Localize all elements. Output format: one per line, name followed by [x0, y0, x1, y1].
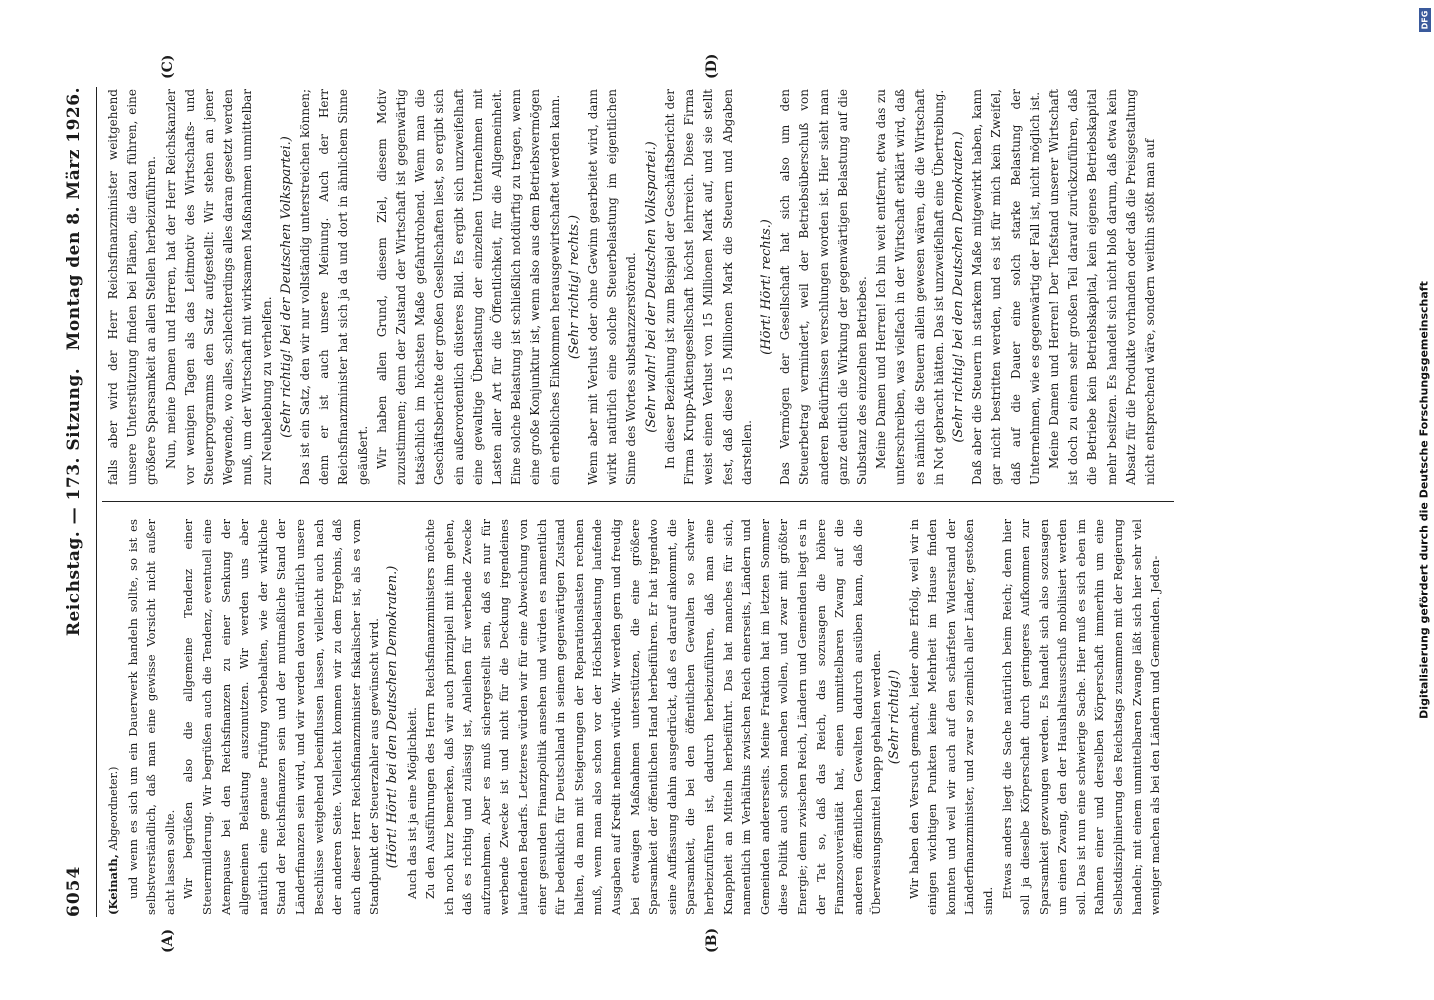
- session-title: Reichstag. — 173. Sitzung.: [64, 367, 84, 637]
- paragraph: Auch das ist ja eine Möglichkeit.: [404, 707, 419, 899]
- paragraph: Wenn aber mit Verlust oder ohne Gewinn gearbeitet wird, dann wirkt natürlich eine solche Steuerbelastung im eigentlichen Sinne des Wortes substanzzerstörend.: [586, 89, 639, 485]
- paragraph: falls aber wird der Herr Reichsfinanzminister weitgehend unsere Unterstützung finden bei Plänen, die dazu führen, eine größere Sparsamkeit an allen Stellen herbeizuführen.: [106, 89, 159, 485]
- paragraph: Etwas anders liegt die Sache natürlich beim Reich; denn hier soll ja dieselbe Körperschaft durch geringeres Aufkommen zur Sparsamkeit gezwungen werden. Es handelt sich also sozusagen um einen Zwang, den der Haushaltsausschuß mobilisiert werden soll. Das ist nun eine schwierige Sache. Hier muß es sich eben im Rahmen einer und derselben Körperschaft immerhin um eine Selbstdisziplinierung des Reichstags zusammen mit der Regierung handeln; mit einem unmittelbaren Zwange läßt sich hier sehr viel weniger machen als bei den Ländern und Gemeinden. Jeden-: [999, 519, 1163, 915]
- page-number: 6054: [64, 865, 84, 917]
- paragraph: Meine Damen und Herren! Ich bin weit entfernt, etwa das zu unterschreiben, was vielfach in der Wirtschaft erklärt wird, daß es nämlich die Steuern allein gewesen wären, die die Wirtschaft in Not gebracht hätten. Das ist unzweifelhaft eine Übertreibung.: [874, 89, 946, 485]
- speaker-role: Abgeordneter.): [107, 766, 120, 851]
- header-rule: [96, 87, 97, 917]
- paragraph: Daß aber die Steuern in starkem Maße mitgewirkt haben, kann gar nicht bestritten werden, und es ist für mich kein Zweifel, daß auf die Dauer eine solch starke Belastung der Unternehmen, wie es gegenwärtig der Fall ist, nicht möglich ist.: [970, 89, 1042, 485]
- paragraph: und wenn es sich um ein Dauerwerk handeln sollte, so ist es selbstverständlich, daß man eine gewisse Vorsicht nicht außer acht lassen sollte.: [125, 519, 177, 915]
- left-column: [104, 519, 1165, 915]
- paragraph: Wir haben den Versuch gemacht, leider ohne Erfolg, weil wir in einigen wichtigen Punkten keine Mehrheit im Hause finden konnten und weil wir auch auf den schärfsten Widerstand der Länderfinanzminister, und zwar so ziemlich aller Länder, gestoßen sind.: [906, 519, 995, 915]
- interjection: (Hört! Hört! bei den Deutschen Demokraten.): [384, 565, 400, 869]
- margin-marker-b: (B): [704, 927, 720, 953]
- interjection: (Sehr richtig! bei den Deutschen Demokraten.): [950, 131, 966, 443]
- interjection: (Sehr richtig! rechts.): [566, 214, 582, 360]
- paragraph: Meine Damen und Herren! Der Tiefstand unserer Wirtschaft ist doch zu einem sehr großen Teil darauf zurückzuführen, daß die Betriebe kein Betriebskapital, kein eigenes Betriebskapital mehr besitzen. Es handelt sich nicht bloß darum, daß etwa kein Absatz für die Produkte vorhanden oder daß die Preisgestaltung nicht entsprechend wäre, sondern weithin stößt man auf: [1046, 89, 1157, 485]
- interjection: (Sehr richtig!): [886, 669, 902, 765]
- margin-marker-a: (A): [160, 928, 176, 953]
- credit-text: Digitalisierung gefördert durch die Deutsche Forschungsgemeinschaft: [1417, 281, 1431, 719]
- paragraph: In dieser Beziehung ist zum Beispiel der Geschäftsbericht der Firma Krupp-Aktiengesellschaft höchst lehrreich. Diese Firma weist einen Verlust von 15 Millionen Mark auf, und sie stellt fest, daß diese 15 Millionen Mark die Steuern und Abgaben darstellen.: [662, 89, 754, 485]
- paragraph: Wir haben allen Grund, diesem Ziel, diesem Motiv zuzustimmen; denn der Zustand der Wirtschaft ist gegenwärtig tatsächlich im höchsten Maße gefahrdrohend. Wenn man die Geschäftsberichte der großen Gesellschaften liest, so ergibt sich ein außerordentlich düsteres Bild. Es ergibt sich unzweifelhaft eine gewaltige Überlastung der einzelnen Unternehmen mit Lasten aller Art für die Öffentlichkeit, für die Allgemeinheit. Eine solche Belastung ist schließlich notdürftig zu tragen, wenn eine große Konjunktur ist, wenn also aus dem Betriebsvermögen ein erhebliches Einkommen herausgewirtschaftet werden kann.: [374, 89, 562, 485]
- paragraph: Das ist ein Satz, den wir nur vollständig unterstreichen können; denn er ist auch unsere Meinung. Auch der Herr Reichsfinanzminister hat sich ja da und dort in ähnlichem Sinne geäußert.: [298, 89, 370, 485]
- paragraph: Nun, meine Damen und Herren, hat der Herr Reichskanzler vor wenigen Tagen als das Leitmotiv des Wirtschafts- und Steuerprogramms den Satz aufgestellt: Wir stehen an jener Wegwende, wo alles, schlechterdings alles daran gesetzt werden muß, um der Wirtschaft mit wirksamen Maßnahmen unmittelbar zur Neubelebung zu verhelfen.: [163, 89, 274, 485]
- speaker-label: [104, 519, 124, 915]
- paragraph: Zu den Ausführungen des Herrn Reichsfinanzministers möchte ich noch kurz bemerken, daß wir auch prinzipiell mit ihm gehen, daß es richtig und zulässig ist, Anleihen für werbende Zwecke aufzunehmen. Aber es muß sichergestellt sein, daß es nur für werbende Zwecke ist und nicht für die Deckung irgendeines laufenden Bedarfs. Letzteres würden wir für eine Abweichung von einer gesunden Finanzpolitik ansehen und würden es namentlich für bedenklich für Deutschland in seinem gegenwärtigen Zustand halten, da man mit Steigerungen der Reparationslasten rechnen muß, wenn man also schon vor der Höchstbelastung laufende Ausgaben auf Kredit nehmen würde. Wir werden gern und freudig bei etwaigen Maßnahmen unterstützen, die eine größere Sparsamkeit der öffentlichen Hand herbeiführen. Er hat irgendwo seine Auffassung dahin ausgedrückt, daß es darauf ankommt, die Sparsamkeit, die bei den öffentlichen Gewalten so schwer herbeizuführen ist, dadurch herbeizuführen, daß man eine Knappheit an Mitteln herbeiführt. Das hat manches für sich, namentlich im Verhältnis zwischen Reich einerseits, Ländern und Gemeinden andererseits. Meine Fraktion hat im letzten Sommer diese Politik auch schon machen wollen, und zwar mit größter Energie; denn zwischen Reich, Ländern und Gemeinden liegt es in der Tat so, daß das Reich, das sozusagen die höhere Finanzsouveränität hat, einen unmittelbaren Zwang auf die anderen öffentlichen Gewalten dadurch ausüben kann, daß die Überweisungsmittel knapp gehalten werden.: [423, 519, 884, 915]
- margin-marker-c: (C): [160, 54, 176, 79]
- digitization-credit: [1416, 0, 1432, 1000]
- document-page: [64, 53, 1180, 953]
- column-divider: [102, 501, 1174, 502]
- session-date: Montag den 8. März 1926.: [64, 87, 84, 351]
- right-column: [104, 89, 1160, 485]
- interjection: (Hört! Hört! rechts.): [758, 219, 774, 355]
- dfg-logo: DFG: [1419, 8, 1431, 32]
- paragraph: Wir begrüßen also die allgemeine Tendenz einer Steuermilderung. Wir begrüßen auch die Tendenz, eventuell eine Atempause bei den Reichsfinanzen zu einer Senkung der allgemeinen Belastung auszunutzen. Wir werden uns aber natürlich eine genaue Prüfung vorbehalten, wie der wirkliche Stand der Reichsfinanzen sein und der mutmaßliche Stand der Länderfinanzen sein wird, und wir werden davon natürlich unsere Beschlüsse weitgehend beeinflussen lassen, vielleicht auch nach der anderen Seite. Vielleicht kommen wir zu dem Ergebnis, daß auch dieser Herr Reichsfinanzminister fiskalischer ist, als es vom Standpunkt der Steuerzahler aus gewünscht wird.: [181, 519, 382, 915]
- paragraph: Das Vermögen der Gesellschaft hat sich also um den Steuerbetrag vermindert, weil der Betriebsüberschuß von anderen Bedürfnissen verschlungen worden ist. Hier sieht man ganz deutlich die Wirkung der gegenwärtigen Belastung auf die Substanz des einzelnen Betriebes.: [778, 89, 869, 485]
- margin-marker-d: (D): [704, 53, 720, 79]
- page-header: [64, 87, 88, 917]
- interjection: (Sehr richtig! bei der Deutschen Volkspartei.): [278, 136, 294, 438]
- interjection: (Sehr wahr! bei der Deutschen Volkspartei.): [643, 141, 659, 433]
- speaker-name: (Keinath,: [106, 854, 120, 915]
